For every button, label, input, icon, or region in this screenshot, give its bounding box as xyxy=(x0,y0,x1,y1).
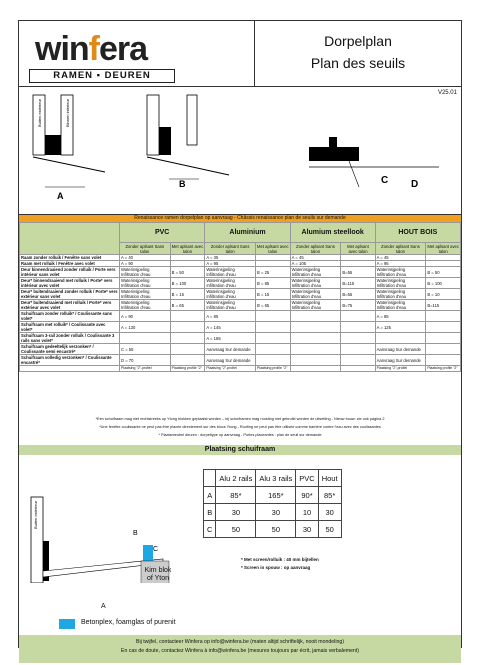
table-cell xyxy=(256,333,291,344)
svg-text:A: A xyxy=(57,191,64,201)
table-cell: A = 85 xyxy=(375,311,426,322)
subheader-cell: Zonder aplsant Sans talon xyxy=(290,243,341,255)
plaatsing-cell: 30 xyxy=(216,504,256,521)
table-cell xyxy=(341,333,375,344)
table-cell: Aanvraag Sur demande xyxy=(205,355,256,366)
table-cell: A = 35 xyxy=(205,255,256,261)
plaatsing-note-1: * Met screen/rolluik : 40 mm bijtellen xyxy=(241,557,319,562)
table-cell: B = 50 xyxy=(170,267,205,278)
table-cell xyxy=(426,344,461,355)
table-cell: Waterinsjpeling Infiltration d'eau xyxy=(290,267,341,278)
table-cell: B = 10 xyxy=(426,289,461,300)
table-cell: A = 45 xyxy=(290,255,341,261)
table-cell: Waterinsjpeling Infiltration d'eau xyxy=(120,278,171,289)
table-cell: Waterinsjpeling Infiltration d'eau xyxy=(290,289,341,300)
table-foot-cell: Plaatsing profile "2" xyxy=(256,366,291,372)
table-row xyxy=(20,267,461,278)
title-nl: Dorpelplan xyxy=(324,33,392,49)
table-row xyxy=(20,322,461,333)
group-aluminium: Aluminium xyxy=(205,223,290,243)
dimension-a: A xyxy=(101,603,106,610)
note-3: * Plaatsmeubel deuren : dorpeltype op aanvraag - Portes placeantes : plan de seuil sur demande xyxy=(158,433,322,437)
table-cell: B=115 xyxy=(341,278,375,289)
table-cell: A = 95 xyxy=(205,261,256,267)
row-label: Schuifraam volledig verzonken* / Coulissante encastré* xyxy=(20,355,120,366)
table-cell: A = 165 xyxy=(205,333,256,344)
plaatsing-header: Hout xyxy=(318,470,341,487)
plaatsing-header: Alu 3 rails xyxy=(256,470,296,487)
svg-text:B: B xyxy=(133,530,138,537)
plaatsing-row xyxy=(204,521,342,538)
subheader-cell: Met aplsant avec talon xyxy=(341,243,375,255)
table-cell xyxy=(256,322,291,333)
table-cell: Waterinsjpeling Infiltration d'eau xyxy=(375,267,426,278)
plaatsing-cell: 85* xyxy=(216,487,256,504)
table-cell xyxy=(256,311,291,322)
table-cell: A = 145 xyxy=(205,322,256,333)
table-cell: Waterinsjpeling Infiltration d'eau xyxy=(120,289,171,300)
table-cell xyxy=(426,322,461,333)
table-cell xyxy=(290,311,341,322)
table-cell: Waterinsjpeling Infiltration d'eau xyxy=(290,278,341,289)
table-cell: A = 90 xyxy=(120,311,171,322)
table-cell xyxy=(426,333,461,344)
row-label: Deur* binnendraaiend met rolluik / Porte* vers intérieur avec volet xyxy=(20,278,120,289)
table-cell: Aanvraag Sur demande xyxy=(205,344,256,355)
table-cell: Aanvraag Sur demande xyxy=(375,355,426,366)
table-cell: B=115 xyxy=(426,300,461,311)
plaatsing-cell: A xyxy=(204,487,216,504)
renaissance-banner: Renaissance ramen dorpelplan op aanvraag - Châssis renaissance plan de seuils sur demande xyxy=(19,215,461,222)
note-1: *Een schuifraam mag niet rechtstreeks op Ytong blokken geplaatst worden – bij schuiframen mag roosting niet gebruikt worden de uitsetting - Nieuw bouw: zie ook pagina 2 xyxy=(95,417,385,421)
table-cell xyxy=(170,344,205,355)
table-cell: B = 50 xyxy=(426,267,461,278)
group-pvc: PVC xyxy=(120,223,205,243)
plaatsing-cell: C xyxy=(204,521,216,538)
kim-label: Kim blok of Yton xyxy=(144,567,172,582)
plaatsing-row xyxy=(204,487,342,504)
sliding-placement-diagram xyxy=(23,463,213,583)
table-cell: A = 90 xyxy=(120,261,171,267)
plaatsing-header: PVC xyxy=(296,470,318,487)
legend-swatch xyxy=(59,619,75,629)
table-cell: Waterinsjpeling Infiltration d'eau xyxy=(375,278,426,289)
row-label: Deur* buitendraaiend zonder rolluik / Porte* vers extérieur sans volet xyxy=(21,289,118,299)
table-cell: B = 15 xyxy=(170,289,205,300)
title-fr: Plan des seuils xyxy=(310,55,406,71)
table-cell: B = 100 xyxy=(170,278,205,289)
footer xyxy=(19,635,461,663)
svg-text:D: D xyxy=(411,179,419,190)
table-cell: B = 85 xyxy=(256,278,291,289)
table-cell: A = 130 xyxy=(120,322,171,333)
table-cell xyxy=(290,355,341,366)
table-cell: Waterinsjpeling Infiltration d'eau xyxy=(205,267,256,278)
plaatsing-cell: 50 xyxy=(318,521,341,538)
table-row xyxy=(20,300,461,311)
table-cell xyxy=(426,311,461,322)
plaatsing-cell: 30 xyxy=(318,504,341,521)
table-cell xyxy=(290,333,341,344)
note-2: *Une fenêtre coulissante ne peut pas être placée directement sur des blocs Ytong - Roofing ne peut pas être utilisée comme barrière contre l'eau avec des coulissantes xyxy=(99,425,381,429)
row-label: Raam met rolluik / Fenêtre avec volet xyxy=(20,261,120,267)
table-foot-cell xyxy=(341,366,375,372)
table-row xyxy=(20,278,461,289)
table-cell xyxy=(426,355,461,366)
table-cell xyxy=(256,355,291,366)
table-cell: B = 65 xyxy=(170,300,205,311)
table-cell xyxy=(290,344,341,355)
table-cell: Waterinsjpeling Infiltration d'eau xyxy=(120,300,171,311)
subheader-cell: Zonder aplsant Sans talon xyxy=(375,243,426,255)
table-row xyxy=(20,366,461,372)
table-cell: Waterinsjpeling Infiltration d'eau xyxy=(120,267,171,278)
svg-text:C: C xyxy=(381,175,389,186)
svg-text:Buiten extérieur: Buiten extérieur xyxy=(33,500,38,529)
table-row xyxy=(20,344,461,355)
table-cell: B = 100 xyxy=(426,278,461,289)
table-foot-cell: Plaatsing profile "2" xyxy=(170,366,205,372)
table-cell: A = 95 xyxy=(375,261,426,267)
threshold-diagrams xyxy=(19,87,461,215)
row-label: Schuifraam 3-rail zonder rolluik / Coulissante 3 rails sans volet* xyxy=(20,333,120,344)
footer-line-nl: Bij twijfel, contacteer Winfera op info@winfera.be (maten altijd schriftelijk, nooit mondeling) xyxy=(136,639,344,645)
winfera-logo: winfera RAMEN ▪ DEUREN xyxy=(29,31,189,79)
svg-text:C: C xyxy=(153,546,159,553)
row-label: Schuifraam met rolluik* / Coulissante avec volet* xyxy=(20,322,120,333)
table-cell: Aanvraag Sur demande xyxy=(375,344,426,355)
table-cell xyxy=(375,333,426,344)
title-box xyxy=(254,21,461,87)
table-foot-cell: Plaatsing "2"-profiel xyxy=(205,366,256,372)
table-cell: Waterinsjpeling Infiltration d'eau xyxy=(205,289,256,300)
plaatsing-cell: B xyxy=(204,504,216,521)
table-foot-cell xyxy=(290,366,341,372)
table-cell xyxy=(341,355,375,366)
row-label: Raam zonder rolluik / Fenêtre sans volet xyxy=(20,255,120,261)
table-cell xyxy=(120,333,171,344)
plaatsing-cell: 30 xyxy=(296,521,318,538)
plaatsing-cell: 50 xyxy=(216,521,256,538)
plaatsing-title: Plaatsing schuifraam xyxy=(19,445,461,455)
diagram-sliding-cd xyxy=(299,87,449,215)
plaatsing-table xyxy=(203,469,342,538)
svg-text:B: B xyxy=(179,179,186,189)
group-steellook: Alumium steellook xyxy=(290,223,375,243)
diagram-door-b xyxy=(139,87,239,215)
table-cell xyxy=(341,322,375,333)
table-cell: C = 55 xyxy=(120,344,171,355)
table-cell: Waterinsjpeling Infiltration d'eau xyxy=(375,300,426,311)
table-foot-cell: Plaatsing "2"-profiel xyxy=(120,366,171,372)
table-cell: A = 105 xyxy=(290,261,341,267)
table-row xyxy=(20,311,461,322)
table-cell: B=55 xyxy=(341,289,375,300)
footer-line-fr: En cas de doute, contactez Winfera à info@winfera.be (mesures toujours par écrit, jamais verbalement) xyxy=(121,648,359,654)
row-label: Schuifraam zonder rolluik* / Coulissante sans volet* xyxy=(20,311,120,322)
plaatsing-header xyxy=(204,470,216,487)
threshold-table xyxy=(19,222,461,372)
row-label: Deur* buitendraaiend met rolluik / Porte* vers extérieur avec volet xyxy=(20,300,120,311)
table-cell xyxy=(341,311,375,322)
subheader-cell: Met aplsant avec talon xyxy=(171,243,204,254)
legend-text: Betonplex, foamglas of purenit xyxy=(81,619,176,626)
table-cell: A = 85 xyxy=(205,311,256,322)
table-cell: Waterinsjpeling Infiltration d'eau xyxy=(205,278,256,289)
table-cell xyxy=(341,344,375,355)
table-cell xyxy=(170,322,205,333)
group-hout: HOUT BOIS xyxy=(375,223,460,243)
svg-text:Buiten extérieur: Buiten extérieur xyxy=(37,98,42,127)
plaatsing-row xyxy=(204,504,342,521)
table-cell: A = 40 xyxy=(120,255,171,261)
table-row xyxy=(20,333,461,344)
subheader-cell: Zonder aplsant Sans talon xyxy=(205,243,256,255)
table-cell xyxy=(290,322,341,333)
plaatsing-note-2: * Screen in spouw : op aanvraag xyxy=(241,565,311,570)
plaatsing-cell: 90* xyxy=(296,487,318,504)
plaatsing-cell: 165* xyxy=(256,487,296,504)
table-cell: Waterinsjpeling Infiltration d'eau xyxy=(205,300,256,311)
table-cell xyxy=(170,333,205,344)
table-cell: Waterinsjpeling Infiltration d'eau xyxy=(290,300,341,311)
table-cell xyxy=(170,311,205,322)
table-cell: A = 45 xyxy=(375,255,426,261)
table-cell: B = 65 xyxy=(256,300,291,311)
subheader-cell: Zonder aplsant Sans talon xyxy=(120,243,171,255)
table-cell: B = 15 xyxy=(256,289,291,300)
plaatsing-cell: 50 xyxy=(256,521,296,538)
row-label: Schuifraam gedeeltelijk verzonken* / Coulissante semi encastré* xyxy=(20,344,120,355)
subheader-cell: Met aplsant avec talon xyxy=(427,243,459,254)
table-cell: D = 70 xyxy=(120,355,171,366)
table-foot-cell: Plaatsing profile "2" xyxy=(426,366,461,372)
diagram-window-a xyxy=(25,87,115,215)
plaatsing-cell: 85* xyxy=(318,487,341,504)
document-page xyxy=(18,20,462,654)
table-cell: Waterinsjpeling Infiltration d'eau xyxy=(375,289,426,300)
row-label: Deur binnendraaiend zonder rolluik / Porte vers intérieur sans volet xyxy=(20,267,120,278)
subheader-cell: Met aplsant avec talon xyxy=(257,243,289,254)
version-label: V25.01 xyxy=(437,90,457,96)
table-cell: B = 25 xyxy=(256,267,291,278)
svg-text:Binnen intérieur: Binnen intérieur xyxy=(65,98,70,127)
table-cell: A = 125 xyxy=(375,322,426,333)
table-cell xyxy=(256,344,291,355)
table-row xyxy=(20,355,461,366)
header xyxy=(19,21,461,87)
table-cell: B=75 xyxy=(341,300,375,311)
plaatsing-cell: 10 xyxy=(296,504,318,521)
table-cell xyxy=(170,355,205,366)
plaatsing-cell: 30 xyxy=(256,504,296,521)
table-foot-cell: Plaatsing "2"-profiel xyxy=(375,366,426,372)
plaatsing-header: Alu 2 rails xyxy=(216,470,256,487)
table-row xyxy=(20,289,461,300)
table-cell: B=55 xyxy=(341,267,375,278)
